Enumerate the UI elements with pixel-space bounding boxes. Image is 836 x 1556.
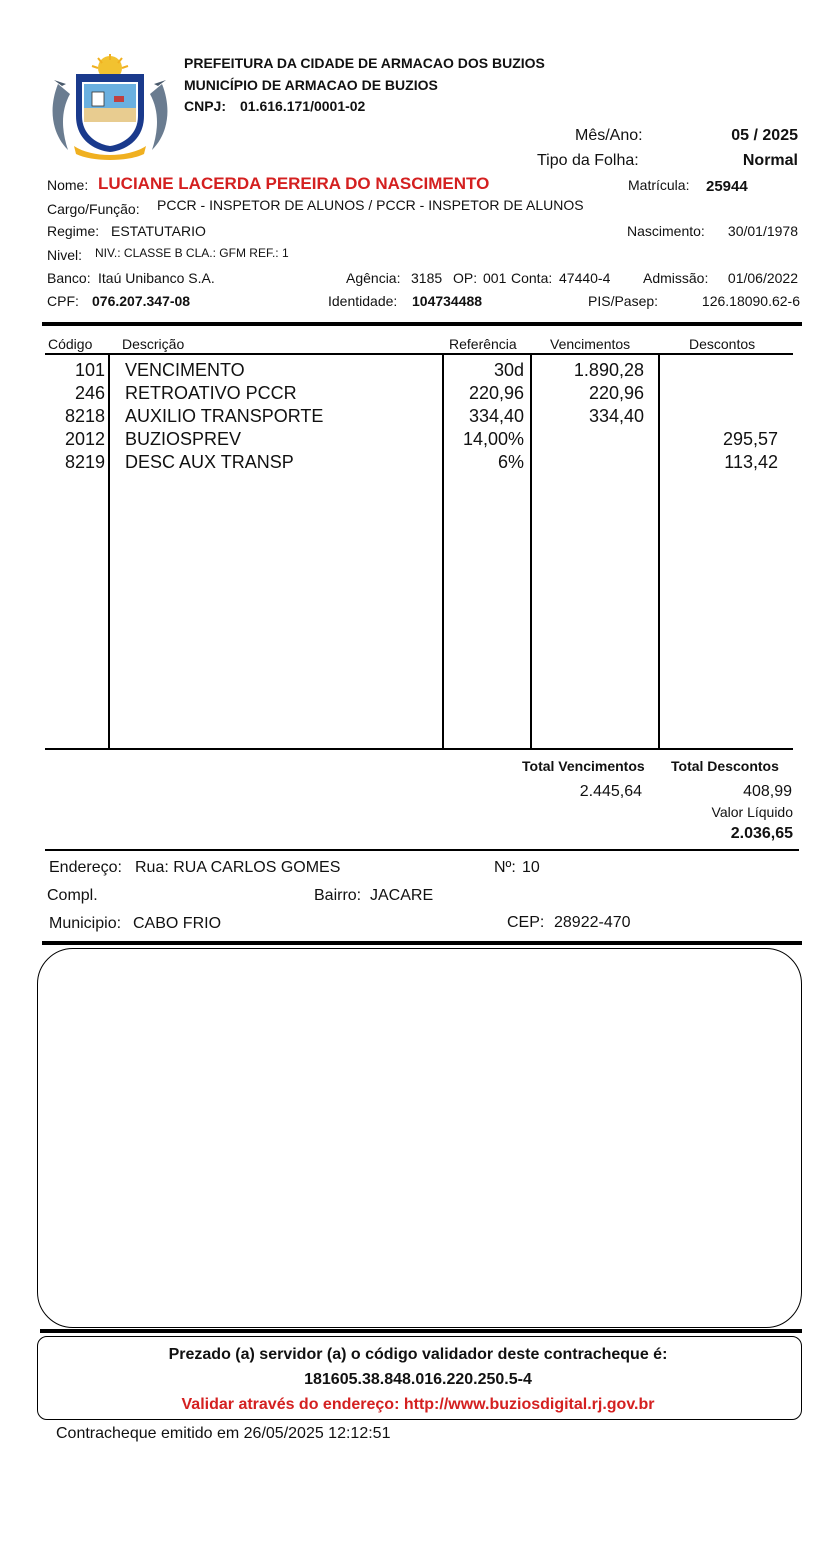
cep-label: CEP: — [507, 914, 545, 931]
nome-value: LUCIANE LACERDA PEREIRA DO NASCIMENTO — [98, 174, 490, 193]
endereco-value: Rua: RUA CARLOS GOMES — [135, 859, 341, 876]
bairro-label: Bairro: — [314, 887, 362, 904]
op-value: 001 — [483, 270, 507, 286]
matricula-label: Matrícula: — [628, 177, 690, 193]
cnpj-value: 01.616.171/0001-02 — [240, 98, 366, 114]
col-header-referencia: Referência — [449, 336, 517, 352]
col-header-codigo: Código — [48, 336, 93, 352]
municipal-logo — [48, 54, 172, 162]
row-referencia: 14,00% — [462, 429, 524, 449]
col-divider-1 — [108, 354, 110, 749]
regime-value: ESTATUTARIO — [111, 223, 206, 239]
row-descricao: BUZIOSPREV — [125, 429, 242, 449]
conta-value: 47440-4 — [559, 270, 611, 286]
regime-label: Regime: — [47, 223, 100, 239]
table-bottom-rule — [45, 748, 793, 750]
numero-label: Nº: — [494, 859, 516, 876]
row-vencimento: 334,40 — [588, 406, 644, 426]
cnpj-label: CNPJ: — [184, 98, 227, 114]
bairro-value: JACARE — [370, 887, 434, 904]
row-codigo: 2012 — [64, 429, 105, 449]
mes-ano-label: Mês/Ano: — [575, 127, 643, 144]
total-vencimentos-value: 2.445,64 — [579, 783, 642, 800]
endereco-label: Endereço: — [49, 859, 122, 876]
row-referencia: 220,96 — [468, 383, 524, 403]
row-codigo: 246 — [74, 383, 105, 403]
col-header-vencimentos: Vencimentos — [550, 336, 631, 352]
identidade-label: Identidade: — [328, 293, 398, 309]
row-vencimento: 220,96 — [588, 383, 644, 403]
admissao-value: 01/06/2022 — [727, 270, 798, 286]
admissao-label: Admissão: — [643, 270, 709, 286]
row-desconto: 295,57 — [722, 429, 778, 449]
valor-liquido-value: 2.036,65 — [730, 825, 793, 842]
validation-url[interactable]: Validar através do endereço: http://www.buziosdigital.rj.gov.br — [181, 1396, 655, 1413]
validation-code: 181605.38.848.016.220.250.5-4 — [304, 1371, 532, 1388]
nome-label: Nome: — [47, 177, 89, 193]
tipo-folha-value: Normal — [742, 152, 798, 169]
row-desconto: 113,42 — [724, 452, 778, 472]
row-codigo: 101 — [74, 360, 105, 380]
row-descricao: VENCIMENTO — [125, 360, 245, 380]
total-descontos-label: Total Descontos — [671, 758, 779, 774]
municipio-label: Municipio: — [49, 915, 122, 932]
col-divider-2 — [442, 354, 444, 749]
header-line1: PREFEITURA DA CIDADE DE ARMACAO DOS BUZIOS — [184, 55, 545, 71]
envelope-window-box — [37, 948, 802, 1328]
col-divider-3 — [530, 354, 532, 749]
cep-value: 28922-470 — [554, 914, 631, 931]
total-descontos-value: 408,99 — [743, 783, 792, 800]
municipio-value: CABO FRIO — [133, 915, 222, 932]
row-referencia: 6% — [497, 452, 524, 472]
table-header-rule — [45, 353, 793, 355]
mes-ano-value: 05 / 2025 — [731, 127, 798, 144]
row-referencia: 30d — [493, 360, 524, 380]
cpf-value: 076.207.347-08 — [92, 293, 191, 309]
nascimento-label: Nascimento: — [627, 223, 705, 239]
col-header-descricao: Descrição — [122, 336, 185, 352]
nivel-value: NIV.: CLASSE B CLA.: GFM REF.: 1 — [95, 246, 289, 260]
cargo-label: Cargo/Função: — [47, 201, 140, 217]
matricula-value: 25944 — [706, 178, 748, 195]
col-header-descontos: Descontos — [689, 336, 756, 352]
conta-label: Conta: — [511, 270, 553, 286]
separator-address — [45, 849, 799, 851]
row-descricao: DESC AUX TRANSP — [125, 452, 294, 472]
nivel-label: Nivel: — [47, 247, 83, 263]
valor-liquido-label: Valor Líquido — [711, 804, 793, 820]
row-descricao: AUXILIO TRANSPORTE — [125, 406, 324, 426]
row-codigo: 8219 — [64, 452, 105, 472]
validation-message: Prezado (a) servidor (a) o código validador deste contracheque é: — [168, 1346, 668, 1363]
separator-address-bottom — [42, 941, 802, 945]
row-referencia: 334,40 — [468, 406, 524, 426]
pis-value: 126.18090.62-6 — [701, 293, 800, 309]
cargo-value: PCCR - INSPETOR DE ALUNOS / PCCR - INSPETOR DE ALUNOS — [157, 197, 584, 213]
emission-timestamp: Contracheque emitido em 26/05/2025 12:12:51 — [56, 1425, 391, 1442]
agencia-value: 3185 — [411, 270, 443, 286]
row-descricao: RETROATIVO PCCR — [125, 383, 297, 403]
tipo-folha-label: Tipo da Folha: — [537, 152, 639, 169]
header-line2: MUNICÍPIO DE ARMACAO DE BUZIOS — [184, 77, 438, 93]
separator-top — [42, 322, 802, 326]
op-label: OP: — [453, 270, 478, 286]
agencia-label: Agência: — [346, 270, 401, 286]
identidade-value: 104734488 — [412, 293, 483, 309]
total-vencimentos-label: Total Vencimentos — [522, 758, 645, 774]
row-vencimento: 1.890,28 — [573, 360, 644, 380]
cpf-label: CPF: — [47, 293, 79, 309]
separator-validation — [40, 1329, 802, 1333]
banco-label: Banco: — [47, 270, 91, 286]
banco-value: Itaú Unibanco S.A. — [98, 270, 215, 286]
col-divider-4 — [658, 354, 660, 749]
compl-label: Compl. — [47, 887, 98, 904]
pis-label: PIS/Pasep: — [588, 293, 659, 309]
numero-value: 10 — [522, 859, 540, 876]
nascimento-value: 30/01/1978 — [727, 223, 798, 239]
row-codigo: 8218 — [64, 406, 105, 426]
